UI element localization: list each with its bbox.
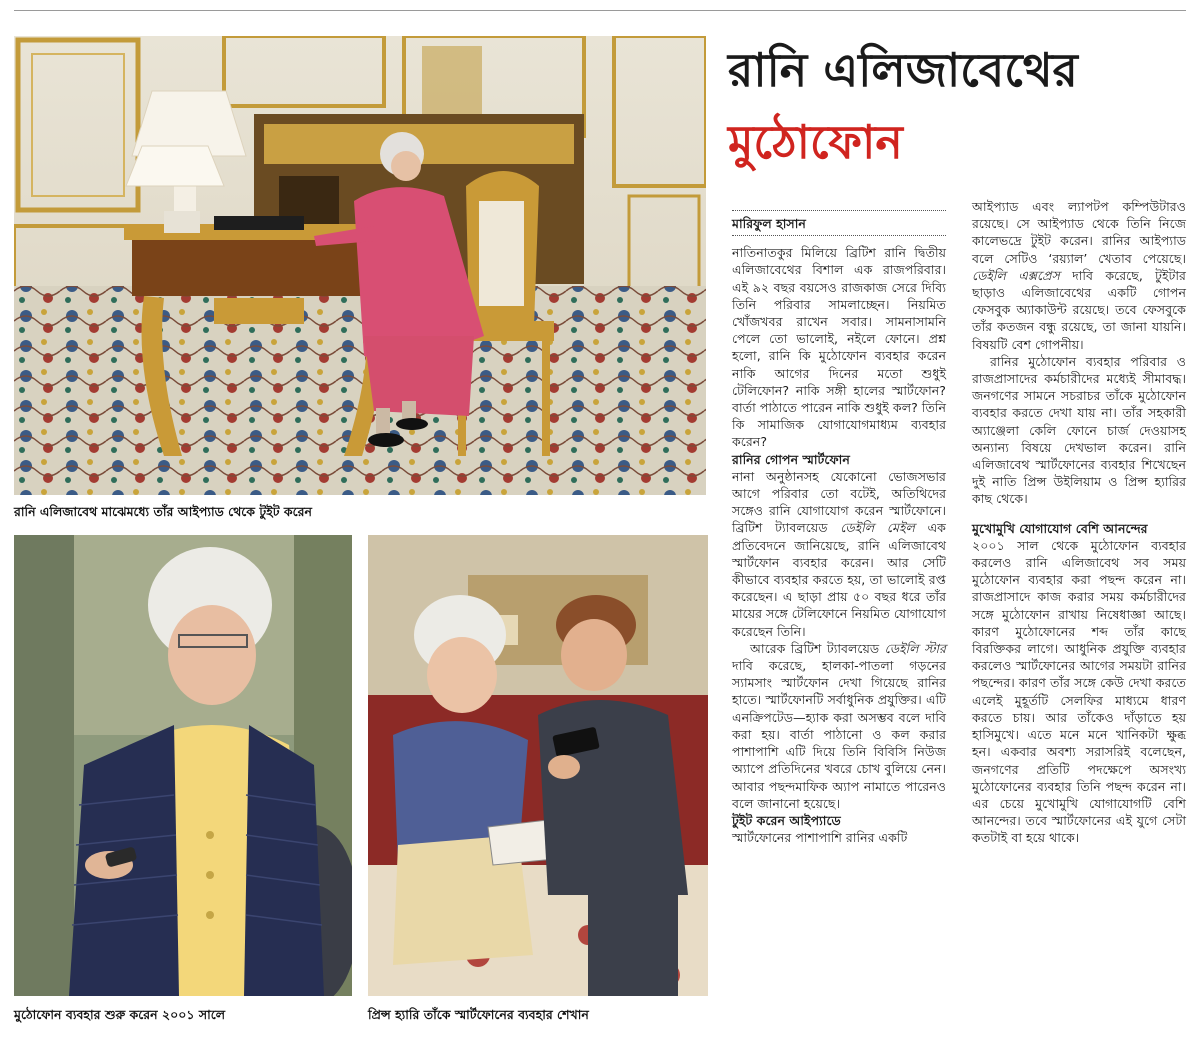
- paragraph-ipad-start: স্মার্টফোনের পাশাপাশি রানির একটি: [732, 830, 908, 846]
- headline-line-1: রানি এলিজাবেথের: [728, 43, 1078, 97]
- subheading-face-to-face: মুখোমুখি যোগাযোগ বেশি আনন্দের: [972, 520, 1148, 536]
- left-photo: [14, 535, 352, 996]
- article-column-2: [972, 198, 1186, 847]
- right-photo: [368, 535, 708, 996]
- byline: মারিফুল হাসান: [732, 210, 946, 236]
- left-photo-caption: মুঠোফোন ব্যবহার শুরু করেন ২০০১ সালে: [14, 1007, 226, 1022]
- article-column-1: [732, 206, 946, 846]
- paragraph-since-2001: ২০০১ সাল থেকে মুঠোফোন ব্যবহার করলেও রানি এলিজাবেথ সব সময় মুঠোফোন ব্যবহার করা পছন্দ করেন না। রাজপ্রাসাদে কাজ করার সময় কর্মচারীদের সঙ্গে মুঠোফোন রাখায় নিষেধাজ্ঞা আছে। কারণ মুঠোফোনের শব্দ তাঁর কাছে বিরক্তিকর লাগে। আধুনিক প্রযুক্তি ব্যবহার করলেও স্মার্টফোনের আগের সময়টা রানির পছন্দের। কারণ তাঁর সঙ্গে কেউ দেখা করতে এলেই মুহূর্তটি সেলফির মাধ্যমে ধারণ করতে চায়। আর তাঁকেও দাঁড়াতে হয় হাসিমুখে। এতে মনে মনে খানিকটা ক্ষুব্ধ হন। একবার অবশ্য সরাসরিই বলেছেন, জনগণের প্রতিটি পদক্ষেপে অসংখ্য মুঠোফোনের ব্যবহার তিনি পছন্দ করেন না। এর চেয়ে মুখোমুখি যোগাযোগটি বেশি আনন্দের। তবে স্মার্টফোনের এই যুগে সেটা কতটাই বা হয়ে থাকে।: [972, 537, 1186, 846]
- top-rule: [14, 10, 1186, 11]
- subheading-secret-smartphone: রানির গোপন স্মার্টফোন: [732, 451, 850, 467]
- paragraph-ipad-continued: আইপ্যাড এবং ল্যাপটপ কম্পিউটারও রয়েছে। সে আইপ্যাড থেকে তিনি নিজে কালেভদ্রে টুইট করেন। রানির আইপ্যাড বলে সেটিও ‘রয়্যাল’ খেতাব পেয়েছে। ডেইলি এক্সপ্রেস দাবি করেছে, টুইটার ছাড়াও এলিজাবেথের একটি গোপন ফেসবুক অ্যাকাউন্ট রয়েছে। তবে ফেসবুকে তাঁর কতজন বন্ধু রয়েছে, তা জানা যায়নি। বিষয়টি বেশ গোপনীয়।: [972, 199, 1186, 352]
- intro-paragraph: নাতিনাতকুর মিলিয়ে ব্রিটিশ রানি দ্বিতীয় এলিজাবেথের বিশাল এক রাজপরিবার। এই ৯২ বছর বয়সেও রাজকাজ সেরে দিব্যি তিনি পরিবার সামলাচ্ছেন। নিয়মিত খোঁজখবর রাখেন সবার। সামনাসামনি পেলে তো ভালোই, নইলে ফোনে। প্রশ্ন হলো, রানি কি মুঠোফোন ব্যবহার করেন নাকি আগের দিনের মতো শুধুই টেলিফোন? নাকি সঙ্গী হালের স্মার্টফোন? বার্তা পাঠাতে পারেন নাকি শুধুই কল? তিনি কি সামাজিক যোগাযোগমাধ্যম ব্যবহার করেন?: [732, 245, 946, 450]
- main-photo: [14, 36, 706, 495]
- headline-line-2: মুঠোফোন: [728, 115, 903, 169]
- paragraph-daily-mail: নানা অনুষ্ঠানসহ যেকোনো ভোজসভার আগে পরিবার তো বটেই, অতিথিদের সঙ্গেও রানি যোগাযোগ করেন স্মার্টফোনে। ব্রিটিশ ট্যাবলয়েড ডেইলি মেইল এক প্রতিবেদনে জানিয়েছে, রানি এলিজাবেথ স্মার্টফোন ব্যবহার করেন। আর সেটি কীভাবে ব্যবহার করতে হয়, তা ভালোই রপ্ত করেছেন। এ ছাড়া প্রায় ৫০ বছর ধরে তাঁর মায়ের সঙ্গে টেলিফোনে নিয়মিত যোগাযোগ করেছেন তিনি।: [732, 468, 946, 639]
- right-photo-caption: প্রিন্স হ্যারি তাঁকে স্মার্টফোনের ব্যবহার শেখান: [368, 1007, 589, 1022]
- paragraph-daily-star: আরেক ব্রিটিশ ট্যাবলয়েড ডেইলি স্টার দাবি করেছে, হালকা-পাতলা গড়নের স্যামসাং স্মার্টফোন দেখা গিয়েছে রানির হাতে। স্মার্টফোনটি সর্বাধুনিক প্রযুক্তির। এটি এনক্রিপটেড—হ্যাক করা অসম্ভব বলে দাবি করা হয়। বার্তা পাঠানো ও কল করার পাশাপাশি এটি দিয়ে তিনি বিবিসি নিউজ অ্যাপে প্রতিদিনের খবরে চোখ বুলিয়ে নেন। আবার পছন্দমাফিক অ্যাপ নামাতে পারেনও বলে জানানো হয়েছে।: [732, 640, 946, 811]
- subheading-tweets-ipad: টুইট করেন আইপ্যাডে: [732, 812, 841, 828]
- main-photo-caption: রানি এলিজাবেথ মাঝেমধ্যে তাঁর আইপ্যাড থেকে টুইট করেন: [14, 504, 312, 519]
- paragraph-usage-limited: রানির মুঠোফোন ব্যবহার পরিবার ও রাজপ্রাসাদের কর্মচারীদের মধ্যেই সীমাবদ্ধ। জনগণের সামনে সচরাচর তাঁকে মুঠোফোন ব্যবহার করতে দেখা যায় না। তাঁর সহকারী অ্যাঞ্জেলা কেলি ফোনে চার্জ দেওয়াসহ অন্যান্য বিষয়ে দেখভাল করেন। রানি এলিজাবেথ স্মার্টফোনের ব্যবহার শিখেছেন দুই নাতি প্রিন্স উইলিয়াম ও প্রিন্স হ্যারির কাছ থেকে।: [972, 353, 1186, 507]
